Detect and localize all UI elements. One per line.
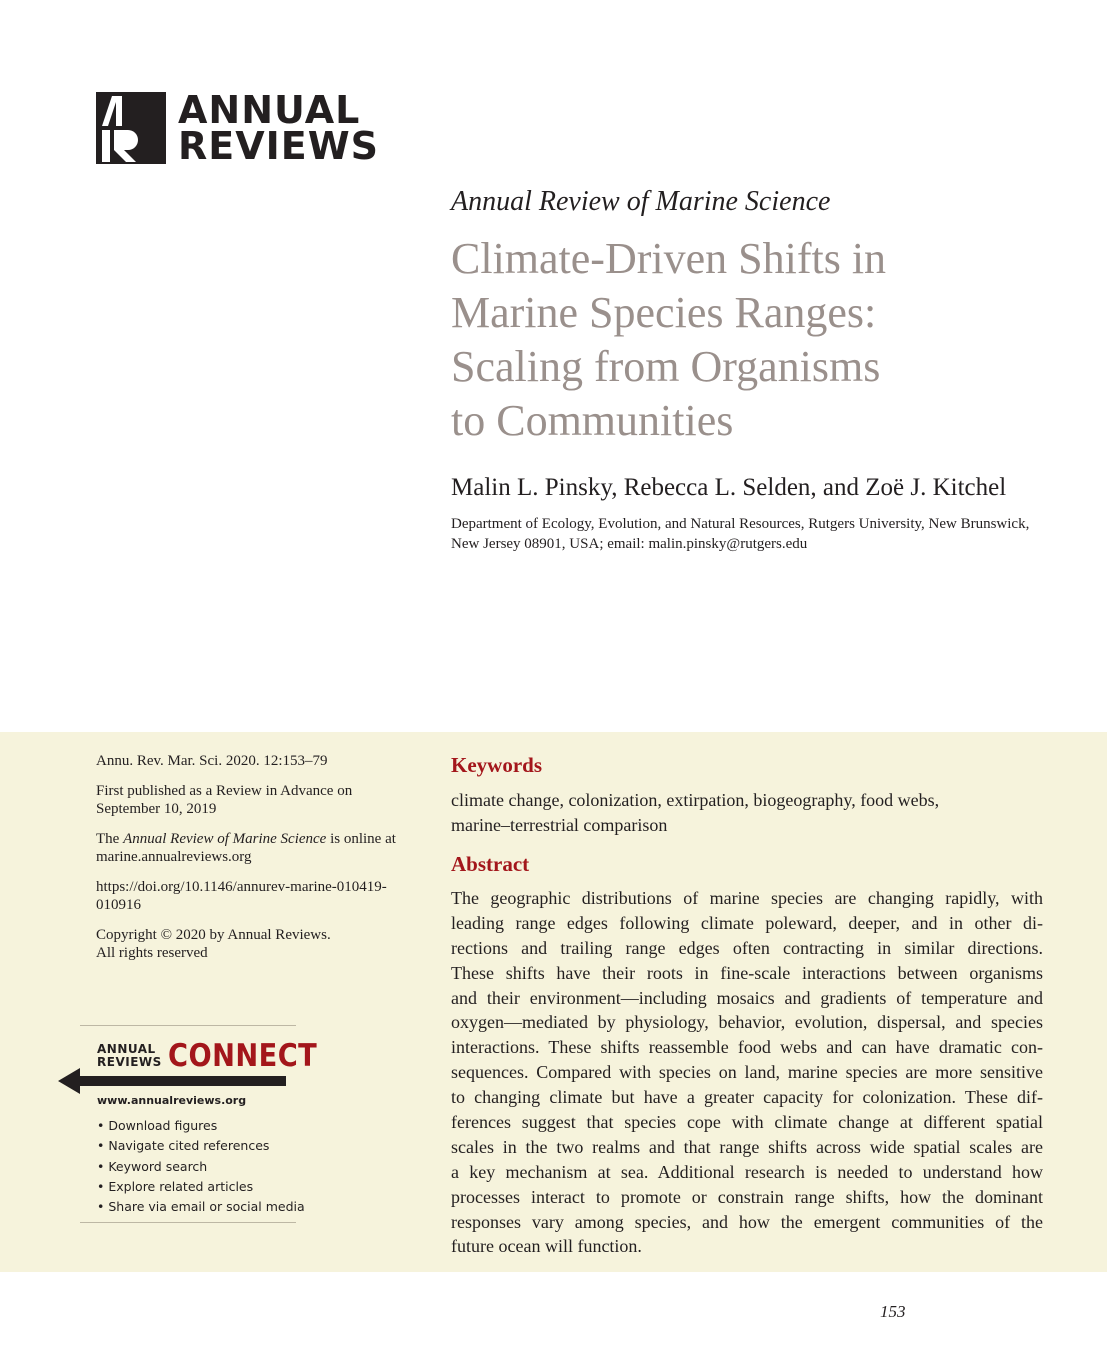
list-item: • Keyword search [97,1158,208,1174]
connect-features-list [97,1116,305,1217]
online-url-link[interactable]: marine.annualreviews.org [96,849,252,865]
online-journal: Annual Review of Marine Science [123,831,327,847]
abstract-line: sequences. Compared with species on land, marine species are more sensitive [451,1062,1043,1083]
abstract-line: interactions. These shifts reassemble food webs and can have dramatic con- [451,1037,1043,1058]
keywords-line: climate change, colonization, extirpation, biogeography, food webs, [451,790,940,810]
arrow-left-icon [58,1066,290,1096]
online-suffix: is online at [326,831,396,847]
abstract-line: a key mechanism at sea. Additional research is needed to understand how [451,1161,1043,1182]
title-line: Marine Species Ranges: [451,288,877,337]
abstract-line: leading range edges following climate poleward, deeper, and in other di- [451,912,1043,933]
first-published-line: September 10, 2019 [96,801,217,817]
doi-link[interactable]: https://doi.org/10.1146/annurev-marine-010419- [96,879,387,895]
article-title [451,232,1051,448]
title-line: to Communities [451,396,734,445]
abstract-line: future ocean will function. [451,1236,642,1257]
ar-logo-mark-icon [96,92,166,164]
abstract-line: processes interact to promote or constrain range shifts, how the dominant [451,1186,1043,1207]
keywords-heading: Keywords [451,753,542,777]
online-prefix: The [96,831,124,847]
connect-ar-line: ANNUAL [97,1042,156,1056]
connect-box[interactable] [80,1025,317,1223]
keywords-list [451,788,1043,838]
online-note [96,830,416,848]
list-item: • Navigate cited references [97,1138,270,1154]
citation: Annu. Rev. Mar. Sci. 2020. 12:153–79 [96,753,328,769]
list-item: • Download figures [97,1118,218,1133]
connect-ar-line: REVIEWS [97,1055,162,1069]
abstract-line: These shifts have their roots in fine-scale interactions between organisms [451,962,1043,983]
list-item: • Share via email or social media [97,1199,305,1215]
list-item: • Explore related articles [97,1178,254,1194]
abstract-line: rections and trailing range edges often contracting in similar directions. [451,937,1043,958]
affiliation [451,514,1051,554]
abstract-line: to changing climate but have a greater capacity for colonization. These dif- [451,1087,1043,1108]
abstract-heading: Abstract [451,852,530,876]
title-line: Climate-Driven Shifts in [451,234,887,283]
abstract-body [451,886,1043,1259]
first-published-line: First published as a Review in Advance on [96,783,353,799]
article-metadata [96,752,416,974]
logo-line-2: REVIEWS [178,124,380,168]
logo-line-1: ANNUAL [178,88,361,132]
abstract-line: ferences suggest that species cope with climate change at different spatial [451,1112,1043,1133]
connect-wordmark: CONNECT [167,1038,317,1074]
journal-name: Annual Review of Marine Science [451,186,831,217]
title-line: Scaling from Organisms [451,342,881,391]
abstract-line: oxygen—mediated by physiology, behavior, evolution, dispersal, and species [451,1012,1043,1033]
affiliation-line: Department of Ecology, Evolution, and Natural Resources, Rutgers University, New Brunswick, [451,516,1030,532]
keywords-line: marine–terrestrial comparison [451,815,668,835]
copyright-line: All rights reserved [96,945,208,961]
annual-reviews-logo [96,88,380,168]
abstract-line: and their environment—including mosaics and gradients of temperature and [451,987,1043,1008]
page-number: 153 [880,1302,906,1321]
abstract-line: scales in the two realms and that range shifts across wide spatial scales are [451,1136,1043,1157]
doi-link-continued[interactable]: 010916 [96,897,141,913]
abstract-line: The geographic distributions of marine species are changing rapidly, with [451,888,1043,908]
connect-url-link[interactable]: www.annualreviews.org [97,1094,247,1107]
affiliation-line: New Jersey 08901, USA; email: malin.pinsky@rutgers.edu [451,536,808,552]
copyright-line: Copyright © 2020 by Annual Reviews. [96,927,331,943]
abstract-line: responses vary among species, and how the emergent communities of the [451,1211,1043,1232]
authors: Malin L. Pinsky, Rebecca L. Selden, and Zoë J. Kitchel [451,474,1007,501]
